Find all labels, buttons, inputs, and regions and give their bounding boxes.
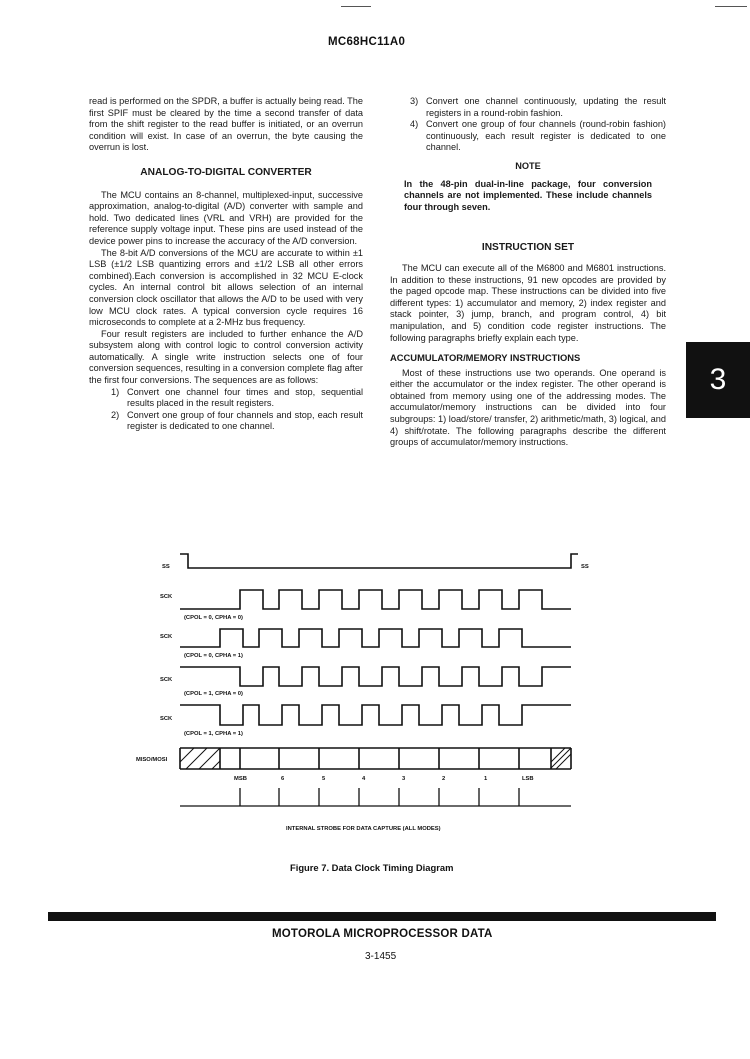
intro-paragraph: read is performed on the SPDR, a buffer is actually being read. The first SPIF must be cleared by the time a second transfer of data from the shift register to the read buffer is initiated, or an overrun condition will exist. In case of an overrun, the byte causing the overrun is lost. (89, 96, 363, 153)
bit-label: 1 (484, 776, 488, 782)
strobe-label: INTERNAL STROBE FOR DATA CAPTURE (ALL MODES) (286, 826, 441, 832)
footer-bar (48, 912, 716, 921)
top-rule-right (715, 6, 747, 7)
list-item: 1) Convert one channel four times and stop, sequential results placed in the result registers. (111, 386, 363, 409)
instruction-set-heading: INSTRUCTION SET (481, 242, 575, 254)
bit-label: LSB (522, 776, 534, 782)
bit-label: 4 (362, 776, 366, 782)
bit-label: 3 (402, 776, 406, 782)
adc-heading: ANALOG-TO-DIGITAL CONVERTER (140, 166, 312, 178)
sck-waveform-mode0 (180, 590, 571, 609)
data-bus (180, 748, 571, 769)
note-heading: NOTE (515, 160, 541, 171)
sck-label: SCK (160, 634, 173, 640)
list-item: 3) Convert one channel continuously, updating the result registers in a round-robin fashion. (410, 96, 666, 118)
top-rule (341, 6, 371, 7)
sck-label: SCK (160, 716, 173, 722)
sck-label: SCK (160, 677, 173, 683)
ss-label-left: SS (162, 564, 170, 570)
figure-caption: Figure 7. Data Clock Timing Diagram (290, 862, 454, 873)
acc-mem-paragraph: Most of these instructions use two operands. One operand is either the accumulator or the index register. The other operand is obtained from memory using one of the addressing modes. The accumulator/memory instructions can be divided into four subgroups: 1) load/store/ transfer, 2) arithmetic/math, 3) logical, and 4) shift/rotate. The following paragraphs describe the different groups of accumulator/memory instructions. (390, 367, 666, 448)
bit-label: MSB (234, 776, 247, 782)
mode-label: (CPOL = 0, CPHA = 0) (184, 615, 243, 621)
note-body: In the 48-pin dual-in-line package, four conversion channels are not implemented. These include channels four through seven. (404, 178, 652, 212)
sck-waveform-mode3 (180, 705, 571, 725)
page-number: 3-1455 (365, 951, 397, 962)
bit-label: 6 (281, 776, 285, 782)
left-column (89, 96, 363, 433)
data-label: MISO/MOSI (136, 757, 168, 763)
timing-diagram (136, 540, 590, 845)
page-header: MC68HC11A0 (328, 36, 406, 48)
sck-waveform-mode1 (180, 629, 571, 647)
list-item: 4) Convert one group of four channels (round-robin fashion) continuously, each result register is dedicated to one channel. (410, 119, 666, 153)
ss-label-right: SS (581, 564, 589, 570)
adc-paragraph-1: The MCU contains an 8-channel, multiplexed-input, successive approximation, analog-to-digital (A/D) converter with sample and hold. Two dedicated lines (VRL and VRH) are provided for the reference supply voltage input. These pins are used instead of the device power pins to increase the accuracy of the A/D conversion. (89, 189, 363, 246)
mode-label: (CPOL = 1, CPHA = 1) (184, 731, 243, 737)
mode-label: (CPOL = 0, CPHA = 1) (184, 653, 243, 659)
instruction-set-paragraph: The MCU can execute all of the M6800 and M6801 instructions. In addition to these instructions, 91 new opcodes are provided by the paged opcode map. These instructions can be divided into five different types: 1) accumulator and memory, 2) index register and stack pointer, 3) jump, branch, and program control, 4) bit manipulation, and 5) condition code register instructions. The following paragraphs briefly explain each type. (390, 262, 666, 343)
adc-paragraph-3: Four result registers are included to further enhance the A/D subsystem along with control logic to control conversion activity automatically. A single write instruction selects one of four conversion sequences, resulting in a conversion complete flag after the first four conversions. The sequences are as follows: (89, 328, 363, 386)
ss-signal (180, 554, 578, 568)
strobe-lines (180, 788, 571, 806)
bit-label: 2 (442, 776, 446, 782)
bit-label: 5 (322, 776, 326, 782)
hatch-left (180, 748, 220, 769)
sck-waveform-mode2 (180, 667, 571, 686)
list-item: 2) Convert one group of four channels and stop, each result register is dedicated to one channel. (111, 409, 363, 432)
timing-diagram-svg (136, 540, 590, 840)
adc-paragraph-2: The 8-bit A/D conversions of the MCU are accurate to within ±1 LSB (±1/2 LSB quantizing errors and ±1/2 LSB all other errors combined).Each conversion is accomplished in 32 MCU E-clock cycles. An internal control bit allows selection of an internal conversion clock oscillator that allows the A/D to be used with very low MCU clock rates. A typical conversion cycle requires 16 microseconds to complete at a 2-MHz bus frequency. (89, 247, 363, 328)
acc-mem-heading: ACCUMULATOR/MEMORY INSTRUCTIONS (390, 352, 581, 364)
mode-label: (CPOL = 1, CPHA = 0) (184, 691, 243, 697)
section-tab: 3 (686, 342, 750, 418)
sck-label: SCK (160, 594, 173, 600)
right-column (390, 96, 666, 449)
footer-title: MOTOROLA MICROPROCESSOR DATA (272, 928, 493, 940)
hatch-right (551, 748, 571, 769)
